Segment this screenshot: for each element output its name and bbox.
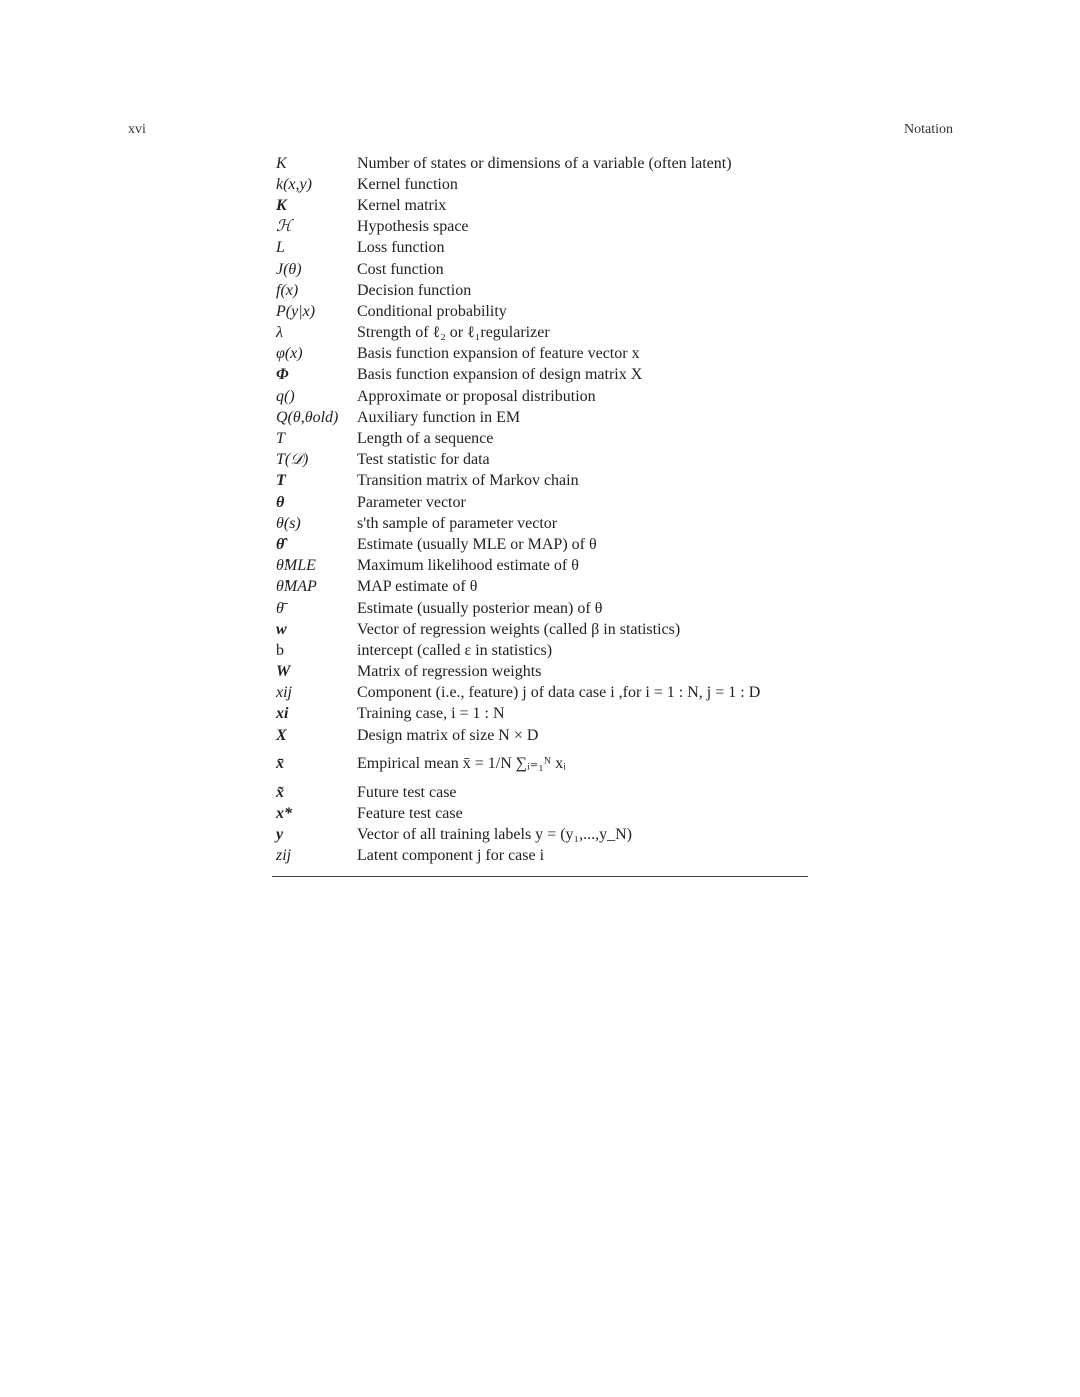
notation-description: Maximum likelihood estimate of θ [357, 557, 579, 575]
notation-row [272, 428, 808, 449]
notation-description: Transition matrix of Markov chain [357, 472, 579, 490]
notation-description: Future test case [357, 783, 457, 801]
notation-description: Number of states or dimensions of a variable (often latent) [357, 154, 732, 172]
notation-description: intercept (called ε in statistics) [357, 641, 553, 659]
notation-row [272, 344, 808, 365]
notation-description: Component (i.e., feature) j of data case i ,for i = 1 : N, j = 1 : D [357, 684, 761, 702]
table-bottom-rule [272, 876, 808, 877]
notation-description: Hypothesis space [357, 218, 469, 236]
notation-row [272, 846, 808, 867]
notation-row [272, 640, 808, 661]
notation-symbol: X [276, 726, 287, 744]
notation-symbol: Q(θ,θold) [276, 408, 339, 426]
section-title: Notation [904, 122, 953, 137]
notation-description: s'th sample of parameter vector [357, 514, 558, 532]
notation-description: Basis function expansion of design matrix X [357, 366, 643, 384]
notation-symbol: W [276, 663, 291, 681]
notation-symbol: T [276, 472, 286, 490]
notation-row [272, 217, 808, 238]
notation-row [272, 725, 808, 746]
notation-row [272, 301, 808, 322]
notation-symbol: J(θ) [276, 260, 302, 278]
notation-description: Cost function [357, 260, 444, 278]
notation-description: Conditional probability [357, 302, 507, 320]
notation-description: Empirical mean x̄ = 1/N ∑ᵢ₌₁ᴺ xᵢ [357, 755, 566, 773]
notation-description: Matrix of regression weights [357, 663, 542, 681]
notation-symbol: φ(x) [276, 345, 303, 363]
notation-symbol: ℋ [276, 218, 292, 236]
notation-symbol: θ̄ [276, 599, 284, 617]
notation-description: MAP estimate of θ [357, 578, 478, 596]
notation-symbol: T(𝒟) [276, 451, 309, 469]
notation-description: Vector of regression weights (called β in statistics) [357, 620, 681, 638]
notation-symbol: y [276, 826, 284, 844]
notation-row [272, 803, 808, 824]
notation-description: Estimate (usually MLE or MAP) of θ [357, 535, 597, 553]
notation-description: Test statistic for data [357, 451, 490, 469]
notation-description: Approximate or proposal distribution [357, 387, 596, 405]
notation-description: Feature test case [357, 805, 463, 823]
notation-symbol: k(x,y) [276, 175, 312, 193]
notation-symbol: zij [276, 847, 292, 865]
notation-description: Strength of ℓ₂ or ℓ₁regularizer [357, 324, 550, 342]
notation-description: Estimate (usually posterior mean) of θ [357, 599, 603, 617]
notation-description: Training case, i = 1 : N [357, 705, 505, 723]
notation-symbol: θ(s) [276, 514, 301, 532]
notation-symbol: x* [276, 805, 292, 823]
notation-symbol: T [276, 430, 285, 448]
notation-description: Decision function [357, 281, 472, 299]
notation-symbol: P(y|x) [276, 302, 316, 320]
notation-row [272, 259, 808, 280]
notation-row [272, 195, 808, 216]
notation-symbol: xi [276, 705, 289, 723]
notation-row [272, 556, 808, 577]
notation-symbol: w [276, 620, 287, 638]
notation-symbol: λ [276, 324, 283, 342]
notation-row [272, 386, 808, 407]
notation-row [272, 534, 808, 555]
notation-table [272, 153, 808, 867]
notation-symbol: K [276, 154, 287, 172]
notation-symbol: q() [276, 387, 295, 405]
notation-row [272, 280, 808, 301]
notation-row [272, 238, 808, 259]
notation-row [272, 746, 808, 782]
notation-row [272, 704, 808, 725]
notation-symbol: θ̂ [276, 535, 285, 553]
notation-symbol: x̃ [276, 783, 284, 801]
notation-row [272, 323, 808, 344]
notation-row [272, 153, 808, 174]
page-number: xvi [128, 122, 146, 137]
notation-symbol: f(x) [276, 281, 299, 299]
notation-description: Vector of all training labels y = (y₁,...,y_N) [357, 826, 632, 844]
notation-row [272, 471, 808, 492]
notation-row [272, 450, 808, 471]
notation-description: Parameter vector [357, 493, 466, 511]
notation-symbol: xij [276, 684, 292, 702]
notation-description: Length of a sequence [357, 430, 494, 448]
notation-symbol: L [276, 239, 285, 257]
notation-symbol: θ [276, 493, 285, 511]
notation-row [272, 598, 808, 619]
notation-row [272, 492, 808, 513]
notation-row [272, 683, 808, 704]
notation-row [272, 577, 808, 598]
notation-row [272, 619, 808, 640]
notation-row [272, 782, 808, 803]
notation-symbol: θ̂MAP [276, 578, 317, 596]
notation-row [272, 825, 808, 846]
notation-symbol: θ̂MLE [276, 557, 316, 575]
notation-row [272, 662, 808, 683]
notation-row [272, 513, 808, 534]
notation-description: Auxiliary function in EM [357, 408, 521, 426]
notation-symbol: Φ [276, 366, 289, 384]
notation-row [272, 365, 808, 386]
running-header [128, 122, 953, 142]
notation-description: Latent component j for case i [357, 847, 545, 865]
notation-symbol: K [276, 196, 287, 214]
notation-row [272, 407, 808, 428]
notation-symbol: b [276, 641, 284, 659]
notation-description: Loss function [357, 239, 445, 257]
notation-description: Kernel function [357, 175, 458, 193]
notation-symbol: x̄ [276, 755, 284, 773]
notation-description: Basis function expansion of feature vector x [357, 345, 640, 363]
notation-description: Kernel matrix [357, 196, 447, 214]
notation-description: Design matrix of size N × D [357, 726, 539, 744]
notation-row [272, 174, 808, 195]
